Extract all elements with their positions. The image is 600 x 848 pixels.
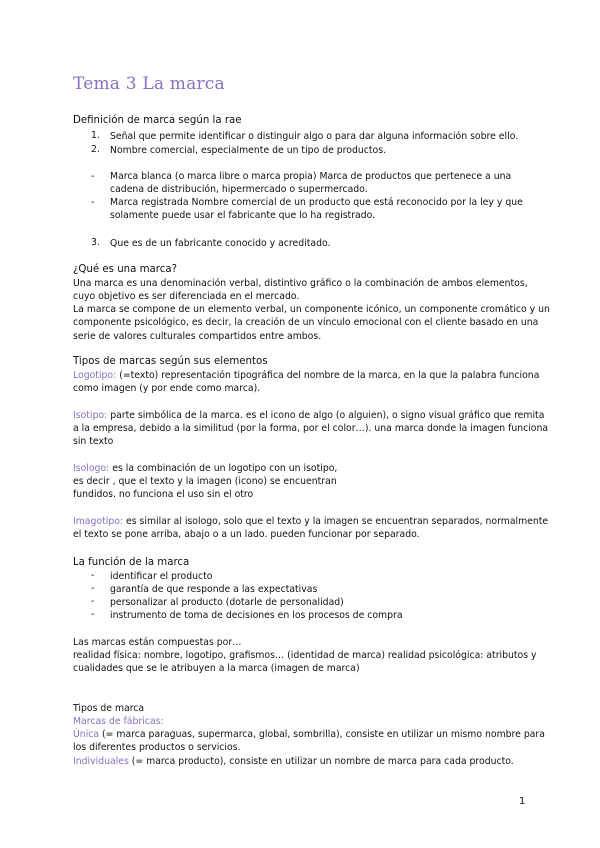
term-definition: es la combinación de un logotipo con un isotipo, [109,463,338,474]
term-isotipo: Isotipo: [73,410,108,421]
list-item: Marca registrada Nombre comercial de un producto que está reconocido por la ley y que [110,197,523,208]
term-unica: Única [73,729,100,740]
page-number: 1 [519,796,526,807]
list-item: Que es de un fabricante conocido y acreditado. [110,238,331,249]
list-bullet: - [91,583,95,594]
list-bullet: - [91,596,95,607]
section-heading: La función de la marca [73,557,190,568]
paragraph-line: realidad física: nombre, logotipo, grafismos… (identidad de marca) realidad psicológica: atributos y [73,650,537,661]
paragraph-line [73,515,548,528]
list-number: 1. [91,130,100,141]
paragraph-line [73,755,514,768]
list-item-continued: cadena de distribución, hipermercado o supermercado. [110,184,368,195]
paragraph-line: es decir , que el texto y la imagen (icono) se encuentran [73,476,337,487]
list-item: garantía de que responde a las expectativas [110,584,318,595]
paragraph-line: componente psicológico, es decir, la creación de un vínculo emocional con el cliente basado en una [73,317,539,328]
paragraph-line [73,369,539,382]
list-item: identificar el producto [110,571,213,582]
paragraph-line: fundidos. no funciona el uso sin el otro [73,489,254,500]
paragraph-line: cualidades que se le atribuyen a la marca (imagen de marca) [73,663,360,674]
list-bullet: - [91,570,95,581]
section-heading: Las marcas están compuestas por… [73,637,242,648]
term-definition: es similar al isologo, solo que el texto y la imagen se encuentran separados, normalmente [123,516,549,527]
list-bullet: - [91,171,95,182]
subheading: Marcas de fábricas: [73,716,164,727]
list-item: personalizar al producto (dotarle de personalidad) [110,597,344,608]
paragraph-line [73,462,337,475]
paragraph-line: los diferentes productos o servicios. [73,742,241,753]
list-item: Nombre comercial, especialmente de un tipo de productos. [110,145,387,156]
list-item: Marca blanca (o marca libre o marca propia) Marca de productos que pertenece a una [110,171,512,182]
term-definition: (=texto) representación tipográfica del nombre de la marca, en la que la palabra funciona [116,370,540,381]
paragraph-line: Una marca es una denominación verbal, distintivo gráfico o la combinación de ambos elementos, [73,278,528,289]
paragraph-line: cuyo objetivo es ser diferenciada en el mercado. [73,291,300,302]
term-individuales: Individuales [73,756,129,767]
paragraph-line: el texto se pone arriba, abajo o a un lado. pueden funcionar por separado. [73,529,420,540]
term-definition: parte simbólica de la marca. es el icono de algo (o alguien), o signo visual gráfico que remita [107,410,545,421]
term-imagotipo: Imagotipo: [73,516,124,527]
paragraph-line: como imagen (y por ende como marca). [73,383,261,394]
term-definition: (= marca paraguas, supermarca, global, sombrilla), consiste en utilizar un mismo nombre para [99,729,545,740]
paragraph-line: sin texto [73,436,114,447]
list-number: 3. [91,237,100,248]
paragraph-line [73,409,544,422]
paragraph-line [73,728,545,741]
section-heading: Tipos de marcas según sus elementos [73,356,268,367]
definition-heading: Definición de marca según la rae [73,115,242,126]
list-bullet: - [91,197,95,208]
paragraph-line: serie de valores culturales compartidos entre ambos. [73,331,322,342]
list-item: Señal que permite identificar o distinguir algo o para dar alguna información sobre ello. [110,131,519,142]
paragraph-line: a la empresa, debido a la similitud (por la forma, por el color…). una marca donde la imagen funciona [73,423,549,434]
term-isologo: Isologo: [73,463,110,474]
term-definition: (= marca producto), consiste en utilizar un nombre de marca para cada producto. [128,756,514,767]
list-item: instrumento de toma de decisiones en los procesos de compra [110,610,403,621]
section-heading: ¿Qué es una marca? [73,264,177,275]
paragraph-line: La marca se compone de un elemento verbal, un componente icónico, un componente cromático y un [73,304,550,315]
list-item-continued: solamente puede usar el fabricante que lo ha registrado. [110,210,376,221]
page-title: Tema 3 La marca [73,74,225,94]
list-number: 2. [91,144,100,155]
section-heading: Tipos de marca [73,703,145,714]
list-bullet: - [91,609,95,620]
term-logotipo: Logotipo: [73,370,117,381]
